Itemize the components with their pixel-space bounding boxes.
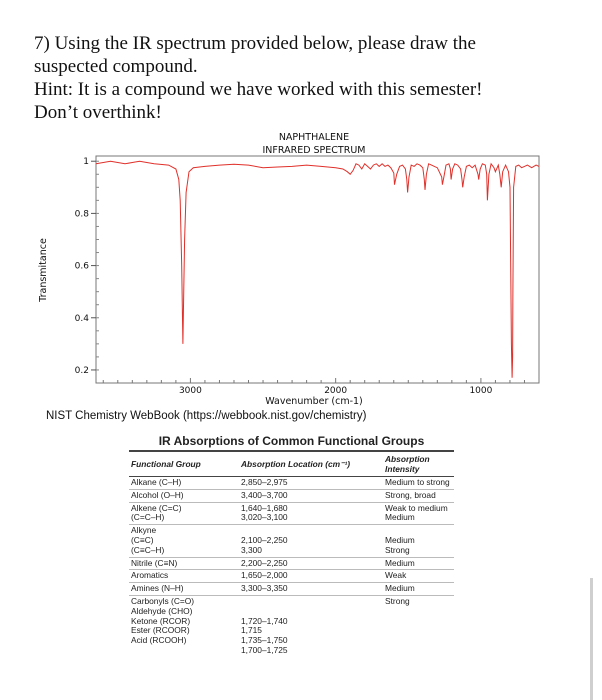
cell-group-line: Acid (RCOOH)	[131, 635, 187, 646]
cell-location	[239, 502, 383, 525]
cell-group: Alkane (C–H)	[129, 477, 239, 490]
cell-intensity: Weak	[383, 570, 454, 583]
cell-location-line: 3,020–3,100	[241, 512, 288, 523]
source-citation: NIST Chemistry WebBook (https://webbook.nist.gov/chemistry)	[46, 410, 367, 422]
spectrum-series-line	[96, 161, 539, 378]
table-row	[129, 595, 454, 656]
cell-group: Aromatics	[129, 570, 239, 583]
cell-intensity-line: Strong	[385, 544, 410, 555]
cell-location	[239, 595, 383, 656]
cell-intensity-line: Strong	[385, 595, 410, 606]
cell-location-spacer	[241, 597, 381, 607]
ir-absorption-table	[129, 434, 454, 657]
cell-location-line: 2,100–2,250	[241, 534, 288, 545]
cell-group: Alcohol (O–H)	[129, 489, 239, 502]
y-axis	[75, 157, 99, 376]
table-row	[129, 570, 454, 583]
functional-group-table	[129, 452, 454, 657]
question-line-2: suspected compound.	[34, 56, 198, 77]
cell-group: Amines (N–H)	[129, 583, 239, 596]
header-functional-group: Functional Group	[129, 452, 239, 477]
cell-location: 2,200–2,250	[239, 557, 383, 570]
cell-intensity: Medium to strong	[383, 477, 454, 490]
cell-location: 3,300–3,350	[239, 583, 383, 596]
question-line-4: Don’t overthink!	[34, 102, 162, 123]
x-axis	[103, 378, 524, 396]
x-axis-label: Wavenumber (cm-1)	[265, 396, 363, 407]
cell-group	[129, 595, 239, 656]
question-line-1: 7) Using the IR spectrum provided below, please draw the	[34, 33, 476, 54]
x-tick-label: 3000	[178, 386, 202, 396]
header-absorption-intensity: Absorption Intensity	[383, 452, 454, 477]
cell-group-line: Aldehyde (CHO)	[131, 605, 193, 616]
cell-group-line: Alkene (C=C)	[131, 502, 182, 513]
chart-title-line-2: INFRARED SPECTRUM	[262, 145, 366, 156]
table-row	[129, 557, 454, 570]
y-tick-label: 0.6	[74, 261, 89, 272]
cell-group-line: (C=C–H)	[131, 512, 165, 523]
x-tick-label: 1000	[469, 386, 493, 396]
cell-intensity	[383, 502, 454, 525]
cell-location-line: 1,700–1,725	[241, 644, 288, 655]
cell-location-line: 1,715	[241, 625, 262, 636]
cell-location: 2,850–2,975	[239, 477, 383, 490]
question-line-3: Hint: It is a compound we have worked with this semester!	[34, 79, 483, 100]
table-row	[129, 583, 454, 596]
table-title: IR Absorptions of Common Functional Groups	[129, 434, 454, 452]
plot-frame	[96, 156, 539, 383]
cell-group-line: Carbonyls (C=O)	[131, 595, 195, 606]
cell-location-line: 1,735–1,750	[241, 635, 288, 646]
cell-intensity: Strong, broad	[383, 489, 454, 502]
y-tick-label: 0.8	[74, 209, 89, 220]
scrollbar-thumb[interactable]	[590, 578, 593, 700]
cell-group	[129, 502, 239, 525]
chart-title-line-1: NAPHTHALENE	[278, 132, 350, 143]
table-row	[129, 477, 454, 490]
cell-group-line: Ketone (RCOR)	[131, 615, 191, 626]
cell-group-line: (C≡C)	[131, 534, 154, 545]
cell-location-line: 3,300	[241, 544, 262, 555]
cell-intensity-line: Weak to medium	[385, 502, 448, 513]
cell-group	[129, 525, 239, 557]
x-tick-label: 2000	[324, 386, 348, 396]
cell-group-line: Ester (RCOOR)	[131, 625, 190, 636]
table-row	[129, 502, 454, 525]
question-text	[34, 32, 594, 124]
cell-intensity: Medium	[383, 583, 454, 596]
y-axis-label: Transmitance	[38, 238, 49, 302]
cell-intensity-line: Medium	[385, 534, 415, 545]
header-absorption-location: Absorption Location (cm⁻¹)	[239, 452, 383, 477]
cell-intensity: Medium	[383, 557, 454, 570]
y-tick-label: 0.4	[74, 313, 89, 324]
table-row	[129, 489, 454, 502]
table-row	[129, 525, 454, 557]
cell-intensity	[383, 525, 454, 557]
cell-location: 3,400–3,700	[239, 489, 383, 502]
cell-location-line: 1,720–1,740	[241, 615, 288, 626]
cell-group-line: (C≡C–H)	[131, 544, 165, 555]
cell-intensity	[383, 595, 454, 656]
cell-location-line: 1,640–1,680	[241, 502, 288, 513]
cell-group: Nitrile (C≡N)	[129, 557, 239, 570]
cell-location: 1,650–2,000	[239, 570, 383, 583]
y-tick-label: 0.2	[74, 365, 89, 376]
cell-intensity-line: Medium	[385, 512, 415, 523]
cell-location	[239, 525, 383, 557]
ir-spectrum-chart	[0, 128, 602, 410]
cell-group-line: Alkyne	[131, 525, 157, 536]
y-tick-label: 1	[83, 157, 89, 168]
